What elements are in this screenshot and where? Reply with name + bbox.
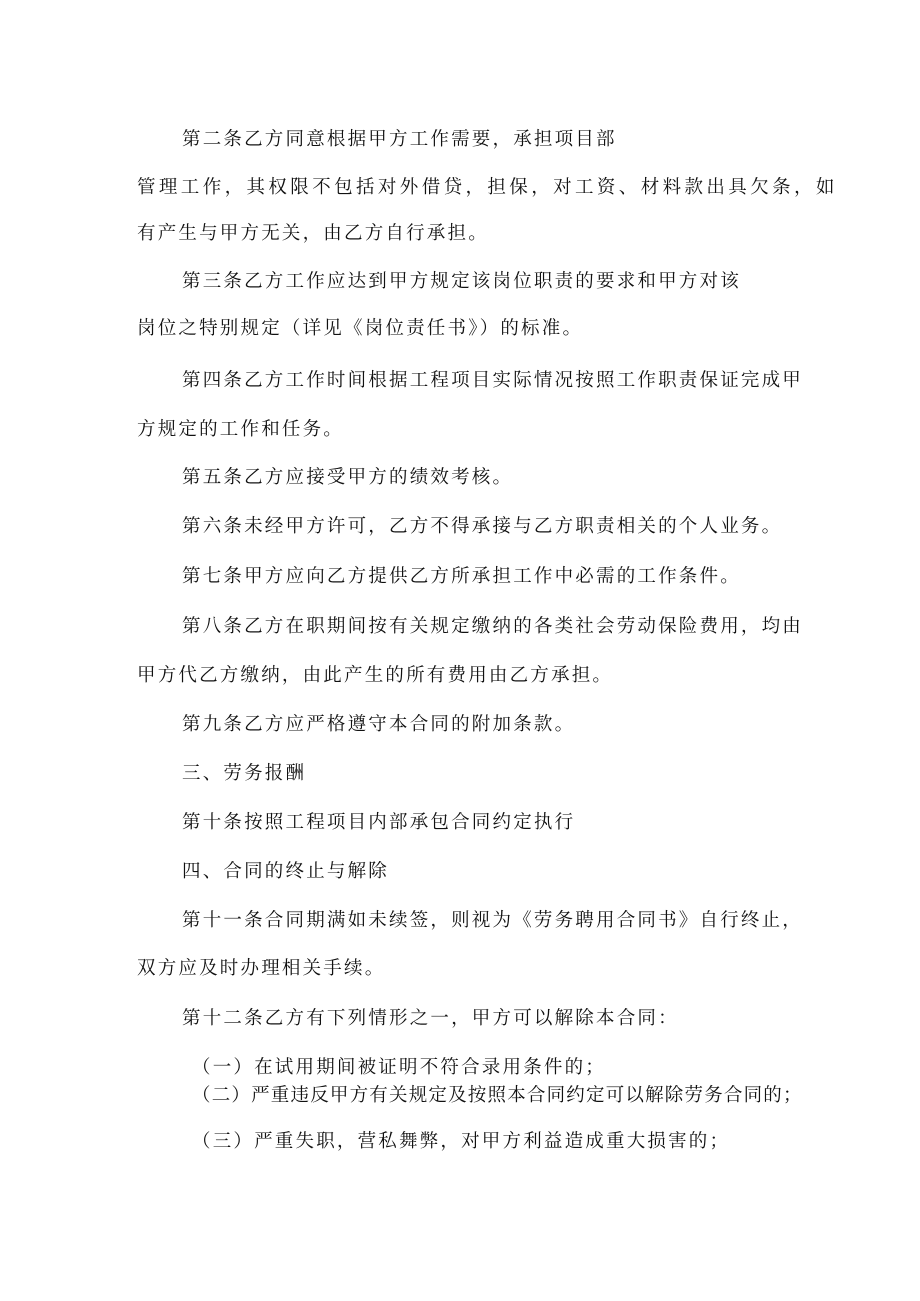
article-7: 第七条甲方应向乙方提供乙方所承担工作中必需的工作条件。	[182, 566, 741, 587]
section-3-heading: 三、劳务报酬	[182, 763, 307, 784]
article-8-line-2: 甲方代乙方缴纳，由此产生的所有费用由乙方承担。	[137, 665, 614, 686]
article-12: 第十二条乙方有下列情形之一，甲方可以解除本合同：	[182, 1008, 679, 1029]
article-10: 第十条按照工程项目内部承包合同约定执行	[182, 812, 576, 833]
article-11-line-1: 第十一条合同期满如未续签，则视为《劳务聘用合同书》自行终止，	[182, 910, 804, 931]
article-2-line-3: 有产生与甲方无关，由乙方自行承担。	[137, 223, 489, 244]
article-4-line-2: 方规定的工作和任务。	[137, 419, 345, 440]
clause-item-2: （二）严重违反甲方有关规定及按照本合同约定可以解除劳务合同的；	[192, 1085, 803, 1106]
article-3-line-2: 岗位之特别规定（详见《岗位责任书》）的标准。	[137, 318, 584, 339]
article-2-line-2: 管理工作，其权限不包括对外借贷，担保，对工资、材料款出具欠条，如	[137, 177, 838, 198]
article-11-line-2: 双方应及时办理相关手续。	[137, 958, 386, 979]
section-4-heading: 四、合同的终止与解除	[182, 861, 390, 882]
article-9: 第九条乙方应严格遵守本合同的附加条款。	[182, 714, 576, 735]
article-8-line-1: 第八条乙方在职期间按有关规定缴纳的各类社会劳动保险费用，均由	[182, 616, 804, 637]
article-5: 第五条乙方应接受甲方的绩效考核。	[182, 467, 514, 488]
article-6: 第六条未经甲方许可，乙方不得承接与乙方职责相关的个人业务。	[182, 516, 783, 537]
article-2-line-1: 第二条乙方同意根据甲方工作需要，承担项目部	[182, 129, 617, 150]
article-4-line-1: 第四条乙方工作时间根据工程项目实际情况按照工作职责保证完成甲	[182, 370, 804, 391]
clause-item-1: （一）在试用期间被证明不符合录用条件的；	[192, 1057, 607, 1078]
article-3-line-1: 第三条乙方工作应达到甲方规定该岗位职责的要求和甲方对该	[182, 271, 741, 292]
clause-item-3: （三）严重失职，营私舞弊，对甲方利益造成重大损害的；	[192, 1131, 731, 1152]
